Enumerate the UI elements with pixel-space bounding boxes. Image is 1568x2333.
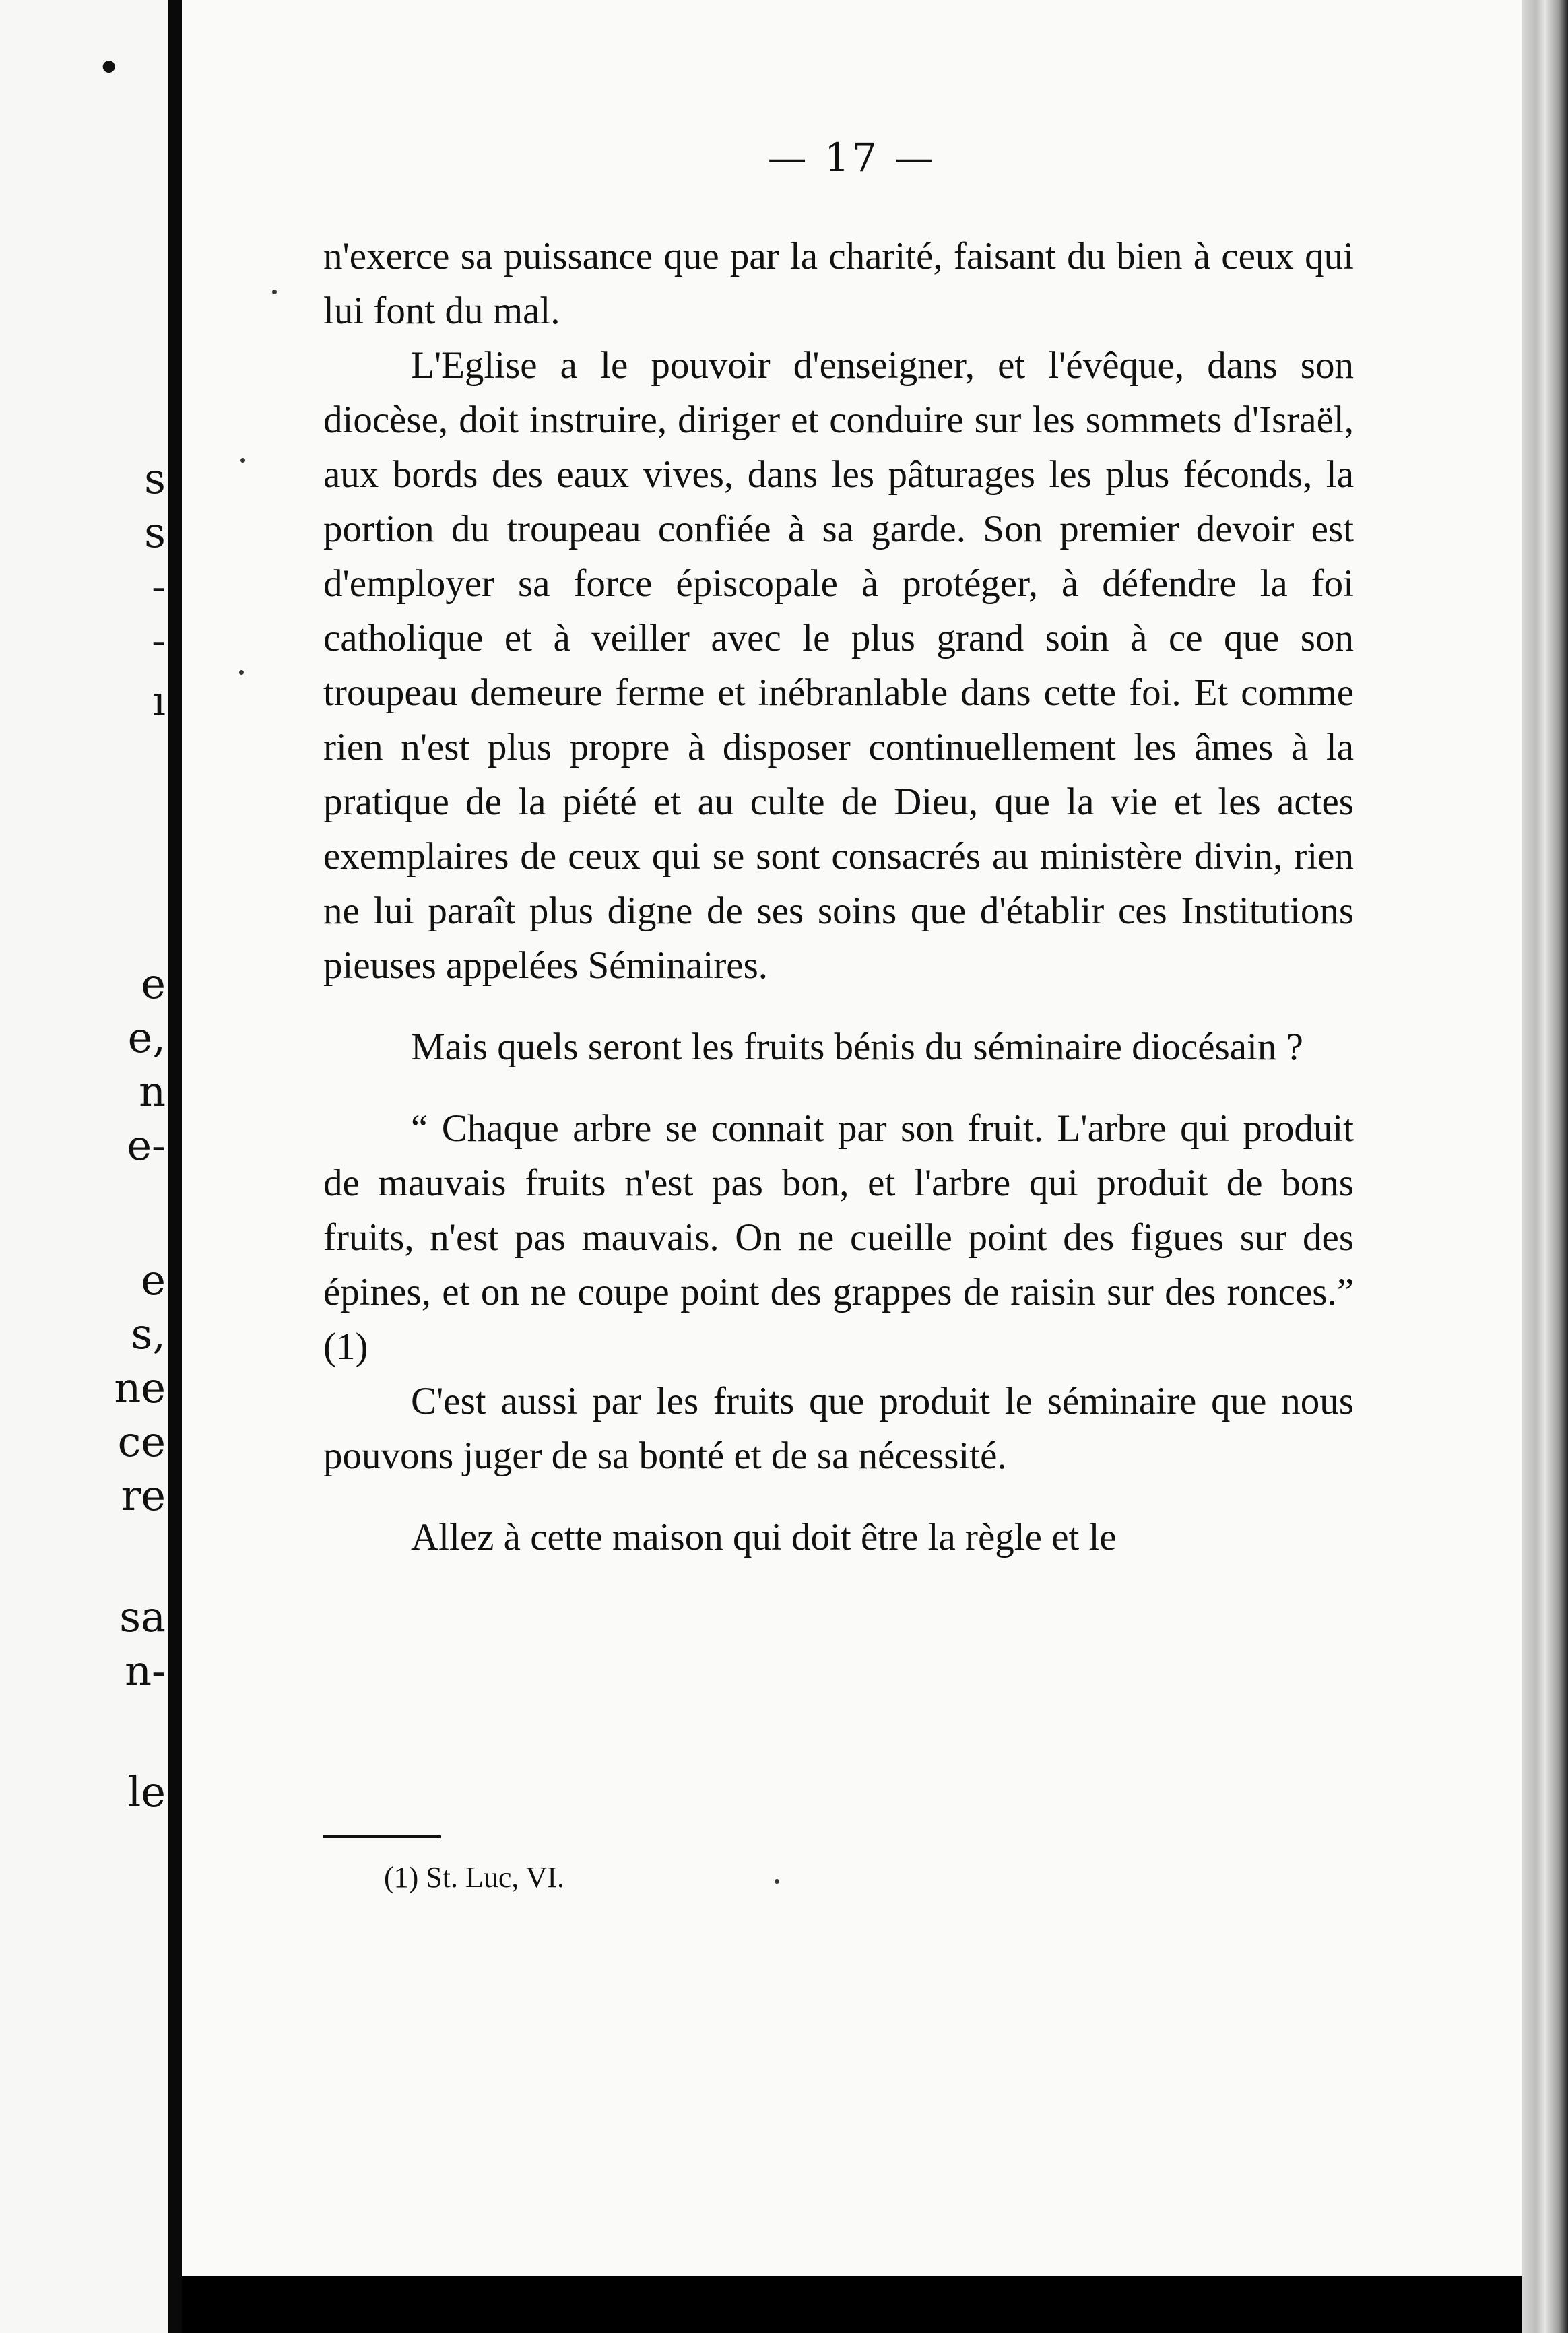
facing-page-fragment: e [141,1255,166,1305]
footnote-divider [323,1835,441,1838]
body-text [323,229,1354,1565]
facing-page-fragment: ce [117,1417,166,1466]
facing-page-fragment: ı [152,676,166,725]
paragraph-2: L'Eglise a le pouvoir d'enseigner, et l'évêque, dans son diocèse, doit instruire, diriger et conduire sur les sommets d'Israël, aux bords des eaux vives, dans les pâturages les plus féconds, la portion du troupeau confiée à sa garde. Son premier devoir est d'employer sa force épiscopale à protéger, à défendre la foi catholique et à veiller avec le plus grand soin à ce que son troupeau demeure ferme et inébranlable dans cette foi. Et comme rien n'est plus propre à disposer continuellement les âmes à la pratique de la piété et au culte de Dieu, que la vie et les actes exemplaires de ceux qui se sont consacrés au ministère divin, rien ne lui paraît plus digne de ses soins que d'établir ces Institutions pieuses appelées Séminaires. [323,344,1354,987]
book-page [182,0,1522,2276]
facing-page-fragment: s, [131,1309,166,1358]
facing-page-line-endings [0,0,168,2333]
facing-page-fragment: s [144,508,166,557]
facing-page-fragment: ne [114,1363,166,1412]
paragraph-5: C'est aussi par les fruits que produit le séminaire que nous pouvons juger de sa bonté et de sa nécessité. [323,1380,1354,1477]
print-speck [240,458,245,463]
paragraph-4-quotation: “ Chaque arbre se connait par son fruit. L'arbre qui produit de mauvais fruits n'est pas bon, et l'arbre qui produit de bons fruits, n'est pas mauvais. On ne cueille point des figues sur des épines, et on ne coupe point des grappes de raisin sur des ronces.” (1) [323,1107,1354,1368]
print-speck [272,290,277,294]
paragraph-1: n'exerce sa puissance que par la charité, faisant du bien à ceux qui lui font du mal. [323,235,1354,332]
print-speck [239,670,244,675]
facing-page-fragment: • [96,43,121,92]
paragraph-3: Mais quels seront les fruits bénis du séminaire diocésain ? [411,1026,1303,1068]
facing-page-margin [0,0,168,2333]
paragraph-6: Allez à cette maison qui doit être la règle et le [411,1516,1117,1558]
page-number: — 17 — [767,135,937,180]
facing-page-fragment: e [141,959,166,1008]
facing-page-fragment: e, [127,1013,166,1062]
facing-page-fragment: sa [119,1592,166,1641]
book-gutter [168,0,182,2333]
facing-page-fragment: n [139,1067,166,1116]
footnote: (1) St. Luc, VI. [384,1861,565,1894]
scan-bottom-border [182,2276,1522,2333]
print-speck [775,1879,779,1884]
facing-page-fragment: re [121,1471,166,1520]
facing-page-fragment: - [152,616,166,665]
facing-page-fragment: s [144,454,166,503]
facing-page-fragment: e- [127,1121,166,1170]
facing-page-fragment: le [127,1767,166,1816]
facing-page-fragment: n- [125,1646,166,1695]
page-stack-edge [1522,0,1568,2333]
facing-page-fragment: - [152,562,166,611]
